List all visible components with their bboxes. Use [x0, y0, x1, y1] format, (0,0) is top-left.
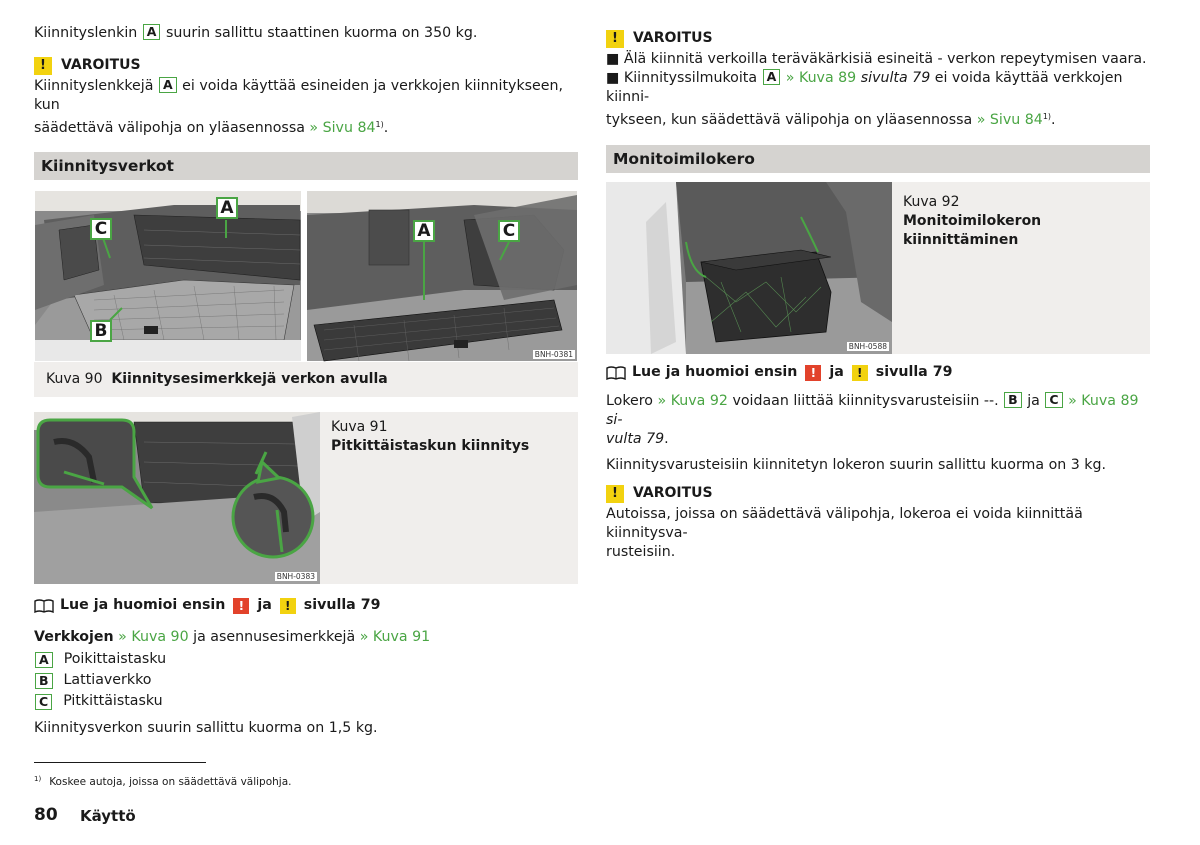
footnote: $^{1)}$ Koskee autoja, joissa on säädettävä välipohja.	[34, 775, 292, 788]
warning-box-2	[606, 29, 1150, 130]
figure-91	[34, 412, 578, 584]
warning-heading: ! VAROITUS	[34, 56, 578, 75]
book-icon	[34, 599, 54, 613]
figure-91-caption: Kuva 91 Pitkittäistaskun kiinnitys	[331, 419, 530, 454]
fastening-eye-load-text: Kiinnityslenkin A suurin sallittu staattinen kuorma on 350 kg.	[34, 24, 478, 41]
right-column	[606, 29, 1150, 562]
section-heading-nets: Kiinnitysverkot	[34, 152, 578, 180]
key-a-badge: A	[35, 652, 53, 668]
warning-heading: ! VAROITUS	[606, 29, 1150, 48]
callout-c-left: C	[90, 218, 112, 240]
page-number: 80	[34, 805, 58, 825]
page-84-link[interactable]: » Sivu 84	[309, 120, 376, 136]
warning-box-1	[34, 56, 578, 138]
key-c-badge: C	[35, 694, 52, 710]
nets-overview-text: Verkkojen » Kuva 90 ja asennusesimerkkejä » Kuva 91	[34, 629, 431, 645]
figure-92	[606, 182, 1150, 354]
list-item: A Poikittaistasku	[34, 649, 578, 670]
key-c-badge: C	[1045, 392, 1062, 408]
callout-a-right: A	[413, 220, 435, 242]
figure-90	[34, 190, 578, 397]
figure-code: BNH-0588	[848, 342, 887, 351]
figure-90-image	[34, 190, 578, 362]
warning-icon: !	[606, 485, 624, 503]
figure-91-image	[34, 412, 320, 584]
key-a-badge: A	[763, 69, 781, 85]
figure-92-link[interactable]: » Kuva 92	[657, 393, 728, 409]
page-84-link[interactable]: » Sivu 84	[976, 112, 1043, 128]
key-b-badge: B	[35, 673, 53, 689]
figure-89-link[interactable]: » Kuva 89	[1068, 393, 1139, 409]
caution-yellow-icon: !	[280, 598, 296, 614]
warning-heading: ! VAROITUS	[606, 484, 1150, 503]
read-first-note: Lue ja huomioi ensin ! ja ! sivulla 79	[34, 596, 578, 615]
read-first-note: Lue ja huomioi ensin ! ja ! sivulla 79	[606, 363, 1150, 382]
caution-yellow-icon: !	[852, 365, 868, 381]
warning-red-icon: !	[805, 365, 821, 381]
nets-list	[34, 649, 578, 712]
warning-red-icon: !	[233, 598, 249, 614]
figure-92-caption: Kuva 92 Monitoimilokeron kiinnittäminen	[903, 194, 1042, 248]
figure-92-image	[606, 182, 892, 354]
page-section-title: Käyttö	[80, 807, 136, 825]
key-b-badge: B	[1004, 392, 1022, 408]
warning-box-3	[606, 484, 1150, 562]
trunk-nets-illustration	[34, 190, 578, 362]
callout-a-left: A	[216, 197, 238, 219]
warning-icon: !	[606, 30, 624, 48]
list-item: B Lattiaverkko	[34, 670, 578, 691]
net-max-load-text: Kiinnitysverkon suurin sallittu kuorma on 1,5 kg.	[34, 720, 378, 736]
storage-box-attach-text: Lokero » Kuva 92 voidaan liittää kiinnitysvarusteisiin --. B ja C » Kuva 89 si- vulta 79.	[606, 392, 1139, 447]
warning-text: Kiinnityslenkkejä A ei voida käyttää esineiden ja verkkojen kiinnitykseen, kun säädettävä välipohja on yläasennossa » Sivu 84$^{1)}$.	[34, 77, 564, 136]
callout-b-left: B	[90, 320, 112, 342]
list-item: C Pitkittäistasku	[34, 691, 578, 712]
figure-91-link[interactable]: » Kuva 91	[359, 629, 431, 645]
footnote-divider	[34, 762, 206, 763]
figure-code: BNH-0383	[276, 572, 315, 581]
key-a-badge: A	[143, 24, 161, 40]
key-a-badge: A	[159, 77, 177, 93]
left-column	[34, 24, 578, 738]
book-icon	[606, 366, 626, 380]
warning-icon: !	[34, 57, 52, 75]
figure-90-caption: Kuva 90 Kiinnitysesimerkkejä verkon avulla	[46, 371, 388, 387]
side-pocket-illustration	[34, 412, 320, 584]
storage-box-max-load-text: Kiinnitysvarusteisiin kiinnitetyn lokeron suurin sallittu kuorma on 3 kg.	[606, 457, 1107, 473]
section-heading-storage-box: Monitoimilokero	[606, 145, 1150, 173]
figure-90-link[interactable]: » Kuva 90	[118, 629, 189, 645]
figure-code: BNH-0381	[534, 350, 573, 359]
callout-c-right: C	[498, 220, 520, 242]
warning-text: Autoissa, joissa on säädettävä välipohja, lokeroa ei voida kiinnittää kiinnitysva- rusteisiin.	[606, 506, 1083, 560]
storage-box-illustration	[606, 182, 892, 354]
warning-text: ■ Älä kiinnitä verkoilla teräväkärkisiä esineitä - verkon repeytymisen vaara. ■ Kiinnityssilmukoita A » Kuva 89 sivulta 79 ei voida käyttää verkkojen kiinni- tykseen, kun säädettävä välipohja on yläasennossa » Sivu 84$^{1)}$.	[606, 51, 1147, 128]
figure-89-link[interactable]: » Kuva 89	[785, 70, 857, 86]
